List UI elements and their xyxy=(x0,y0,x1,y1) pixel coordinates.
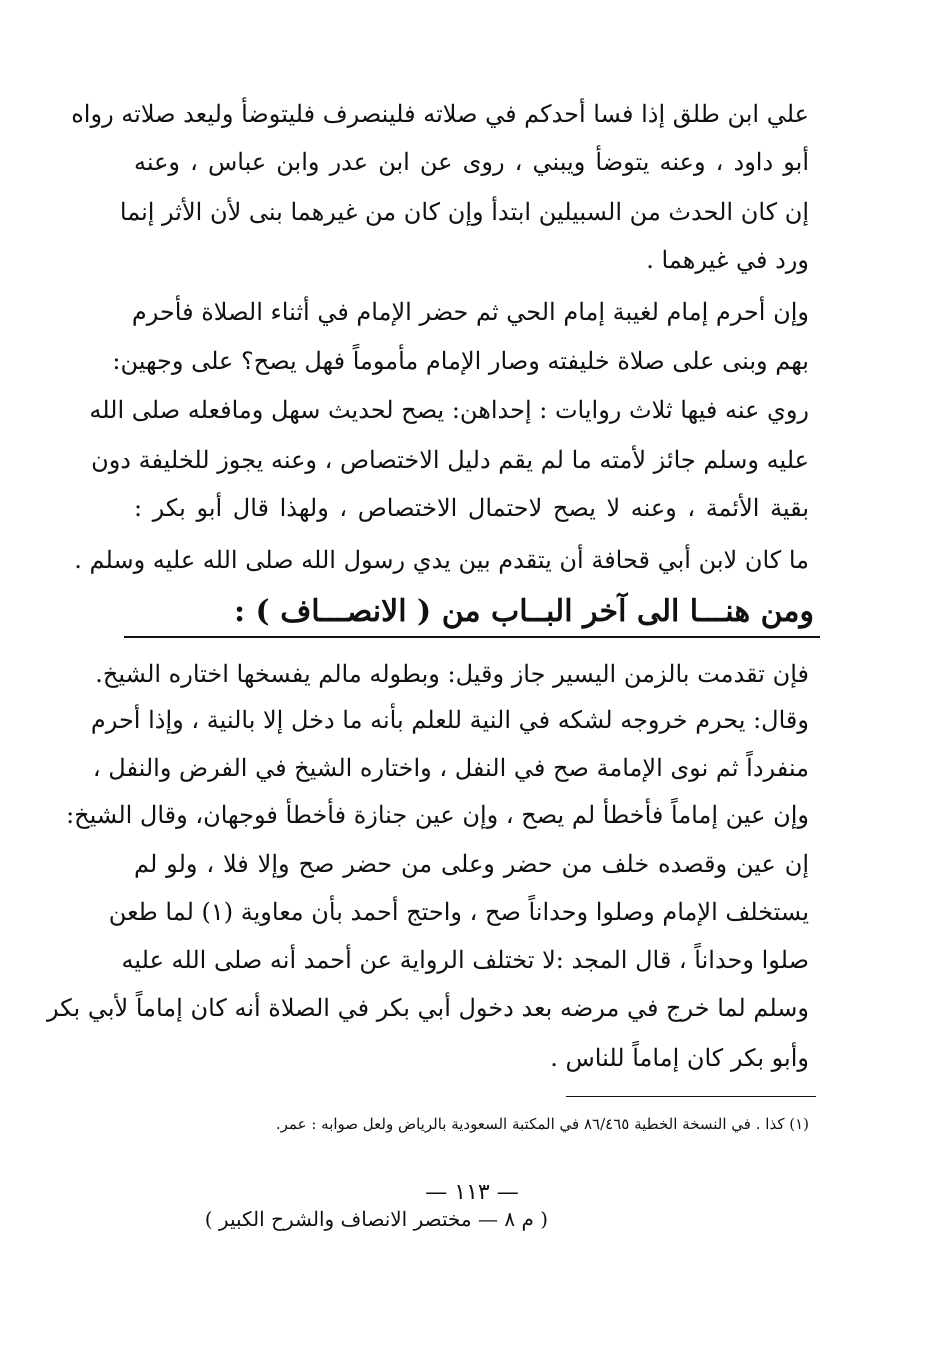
body-line-3: إن كان الحدث من السبيلين ابتدأ وإن كان من غيرهما بنى لأن الأثر إنما xyxy=(119,198,809,226)
body-line-8: عليه وسلم جائز لأمته ما لم يقم دليل الاختصاص ، وعنه يجوز للخليفة دون xyxy=(91,446,809,474)
section-heading: ومن هنـــا الى آخر البــاب من ( الانصـــاف ) : xyxy=(234,594,814,629)
body-line-7: روي عنه فيها ثلاث روايات : إحداهن: يصح لحديث سهل ومافعله صلى الله xyxy=(89,396,809,424)
insaf-line-6: يستخلف الإمام وصلوا وحداناً صح ، واحتج أحمد بأن معاوية (١) لما طعن xyxy=(108,898,809,926)
body-line-2: أبو داود ، وعنه يتوضأ ويبني ، روى عن ابن عدر وابن عباس ، وعنه xyxy=(134,148,809,176)
insaf-line-8: وسلم لما خرج في مرضه بعد دخول أبي بكر في الصلاة أنه كان إماماً لأبي بكر xyxy=(47,994,809,1022)
body-line-6: بهم وبنى على صلاة خليفته وصار الإمام مأموماً فهل يصح؟ على وجهين: xyxy=(112,347,809,375)
footnote: (١) كذا . في النسخة الخطية ٨٦/٤٦٥ في المكتبة السعودية بالرياض ولعل صوابه : عمر. xyxy=(275,1115,809,1133)
body-line-10: ما كان لابن أبي قحافة أن يتقدم بين يدي رسول الله صلى الله عليه وسلم . xyxy=(74,546,809,574)
insaf-line-4: وإن عين إماماً فأخطأ لم يصح ، وإن عين جنازة فأخطأ فوجهان، وقال الشيخ: xyxy=(66,801,809,829)
book-reference: ( م ٨ — مختصر الانصاف والشرح الكبير ) xyxy=(204,1207,548,1231)
body-line-5: وإن أحرم إمام لغيبة إمام الحي ثم حضر الإمام في أثناء الصلاة فأحرم xyxy=(131,298,809,326)
insaf-line-1: فإن تقدمت بالزمن اليسير جاز وقيل: وبطوله مالم يفسخها اختاره الشيخ. xyxy=(95,660,809,688)
insaf-line-3: منفرداً ثم نوى الإمامة صح في النفل ، واختاره الشيخ في الفرض والنفل ، xyxy=(92,754,809,782)
insaf-line-2: وقال: يحرم خروجه لشكه في النية للعلم بأنه ما دخل إلا بالنية ، وإذا أحرم xyxy=(90,706,809,734)
page-number: — ١١٣ — xyxy=(425,1180,519,1205)
footnote-separator xyxy=(566,1096,816,1097)
insaf-line-5: إن عين وقصده خلف من حضر وعلى من حضر صح وإلا فلا ، ولو لم xyxy=(134,850,809,878)
body-line-9: بقية الأئمة ، وعنه لا يصح لاحتمال الاختصاص ، ولهذا قال أبو بكر : xyxy=(134,494,809,522)
body-line-4: ورد في غيرهما . xyxy=(646,246,809,274)
insaf-line-9: وأبو بكر كان إماماً للناس . xyxy=(550,1044,809,1072)
insaf-line-7: صلوا وحداناً ، قال المجد :لا تختلف الرواية عن أحمد أنه صلى الله عليه xyxy=(121,946,809,974)
heading-underline xyxy=(124,636,820,638)
body-line-1: علي ابن طلق إذا فسا أحدكم في صلاته فلينصرف فليتوضأ وليعد صلاته رواه xyxy=(71,100,809,128)
